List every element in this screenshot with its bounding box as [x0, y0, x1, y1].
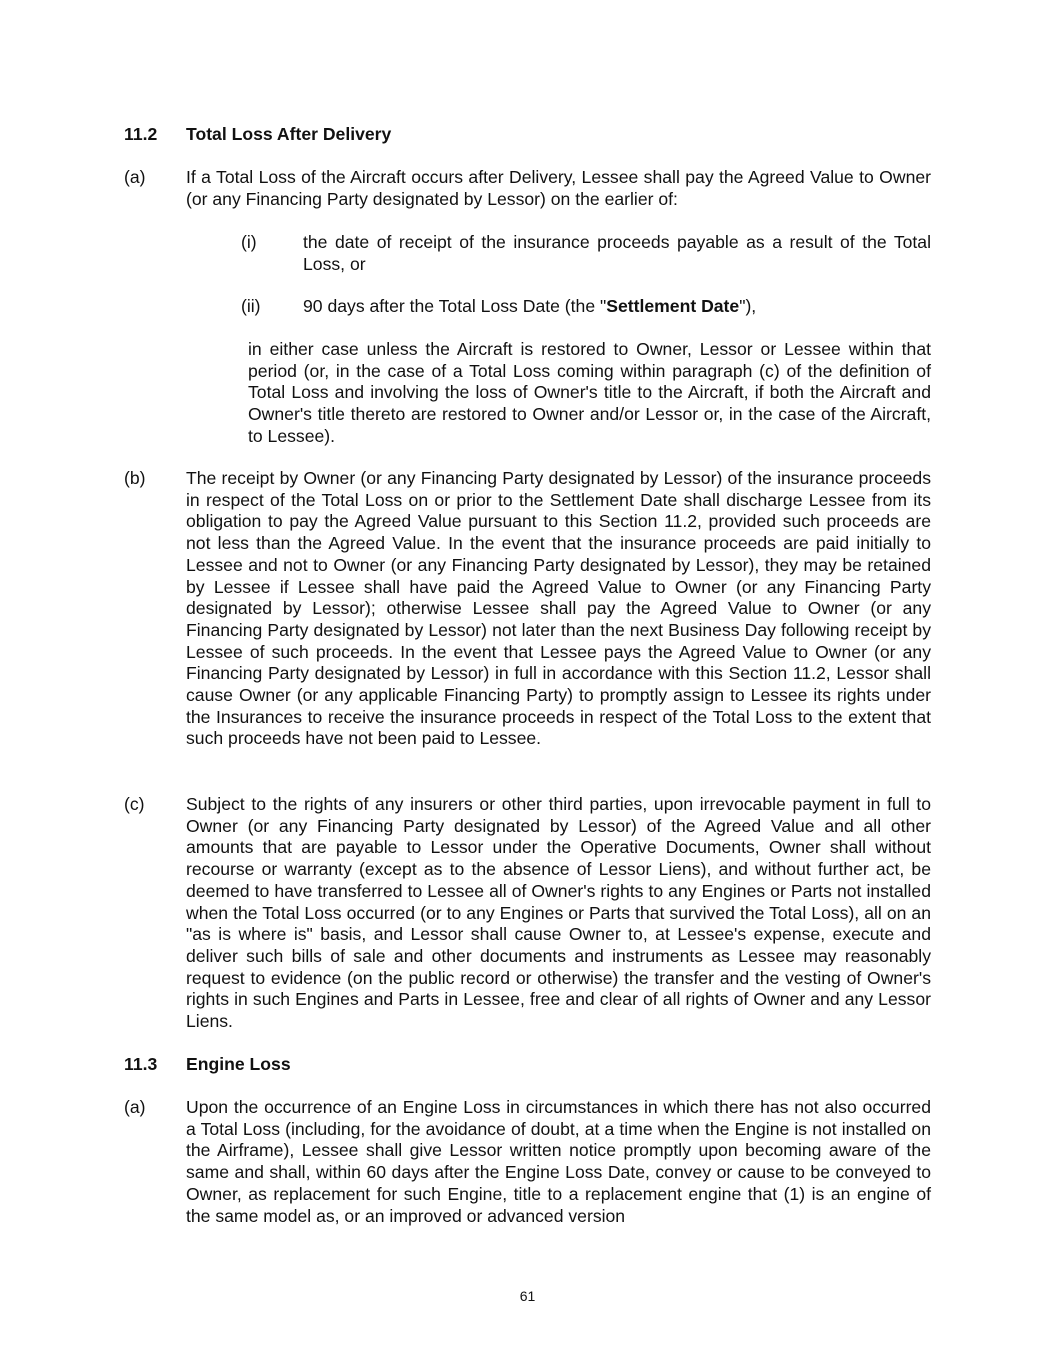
paragraph-11-2-a [124, 167, 931, 210]
list-item-text: the date of receipt of the insurance proceeds payable as a result of the Total Loss, or [303, 232, 931, 274]
paragraph-text: Upon the occurrence of an Engine Loss in circumstances in which there has not also occurred a Total Loss (including, for the avoidance of doubt, at a time when the Engine is not installed on the Airframe), Lessee shall give Lessor written notice promptly upon becoming aware of the same and shall, within 60 days after the Engine Loss Date, convey or cause to be conveyed to Owner, as replacement for such Engine, title to a replacement engine that (1) is an engine of the same model as, or an improved or advanced version [186, 1097, 931, 1226]
list-item-text-after: "), [739, 296, 757, 316]
list-item-i [241, 232, 931, 275]
paragraph-11-2-b [124, 468, 931, 750]
section-number: 11.2 [124, 124, 158, 144]
paragraph-label: (b) [124, 468, 146, 488]
paragraph-label: (c) [124, 794, 145, 814]
section-title: Engine Loss [186, 1054, 291, 1074]
section-heading-11-2 [124, 124, 391, 146]
paragraph-label: (a) [124, 1097, 146, 1117]
list-item-text [303, 296, 931, 318]
paragraph-label: (a) [124, 167, 146, 187]
section-title: Total Loss After Delivery [186, 124, 392, 144]
paragraph-11-2-a-tail: in either case unless the Aircraft is restored to Owner, Lessor or Lessee within that period (or, in the case of a Total Loss coming within paragraph (c) of the definition of Total Loss and involving the loss of Owner's title to the Aircraft, if both the Aircraft and Owner's title thereto are restored to Owner and/or Lessor or, in the case of the Aircraft, to Lessee). [248, 339, 931, 446]
paragraph-text: The receipt by Owner (or any Financing Party designated by Lessor) of the insurance proceeds in respect of the Total Loss on or prior to the Settlement Date shall discharge Lessee from its obligation to pay the Agreed Value pursuant to this Section 11.2, provided such proceeds are not less than the Agreed Value. In the event that the insurance proceeds are paid initially to Lessee and not to Owner (or any Financing Party designated by Lessor), they may be retained by Lessee if Lessee shall have paid the Agreed Value to Owner (or any Financing Party designated by Lessor); otherwise Lessee shall pay the Agreed Value to Owner (or any Financing Party designated by Lessor) not later than the next Business Day following receipt by Lessee of such proceeds. In the event that Lessee pays the Agreed Value to Owner (or any Financing Party designated by Lessor) in full in accordance with this Section 11.2, Lessor shall cause Owner (or any applicable Financing Party) to promptly assign to Lessee its rights under the Insurances to receive the insurance proceeds in respect of the Total Loss to the extent that such proceeds have not been paid to Lessee. [186, 468, 931, 749]
paragraph-11-3-a [124, 1097, 931, 1227]
page-number: 61 [519, 1288, 536, 1304]
list-item-ii [241, 296, 931, 318]
list-item-text-before: 90 days after the Total Loss Date (the " [303, 296, 607, 316]
section-number: 11.3 [124, 1054, 158, 1074]
paragraph-text: If a Total Loss of the Aircraft occurs after Delivery, Lessee shall pay the Agreed Value to Owner (or any Financing Party designated by Lessor) on the earlier of: [186, 167, 931, 209]
list-item-label: (i) [241, 232, 257, 252]
paragraph-text: Subject to the rights of any insurers or other third parties, upon irrevocable payment in full to Owner (or any Financing Party designated by Lessor) of the Agreed Value and all other amounts that are payable to Lessor under the Operative Documents, Owner shall without recourse or warranty (except as to the absence of Lessor Liens), and without further act, be deemed to have transferred to Lessee all of Owner's rights to any Engines or Parts not installed when the Total Loss occurred (or to any Engines or Parts that survived the Total Loss), all on an "as is where is" basis, and Lessor shall cause Owner to, at Lessee's expense, execute and deliver such bills of sale and other documents and instruments as Lessee may reasonably request to evidence (on the public record or otherwise) the transfer and the vesting of Owner's rights in such Engines and Parts in Lessee, free and clear of all rights of Owner and any Lessor Liens. [186, 794, 931, 1032]
defined-term: Settlement Date [606, 296, 740, 316]
paragraph-11-2-c [124, 794, 931, 1033]
section-heading-11-3 [124, 1054, 291, 1076]
list-item-label: (ii) [241, 296, 261, 316]
